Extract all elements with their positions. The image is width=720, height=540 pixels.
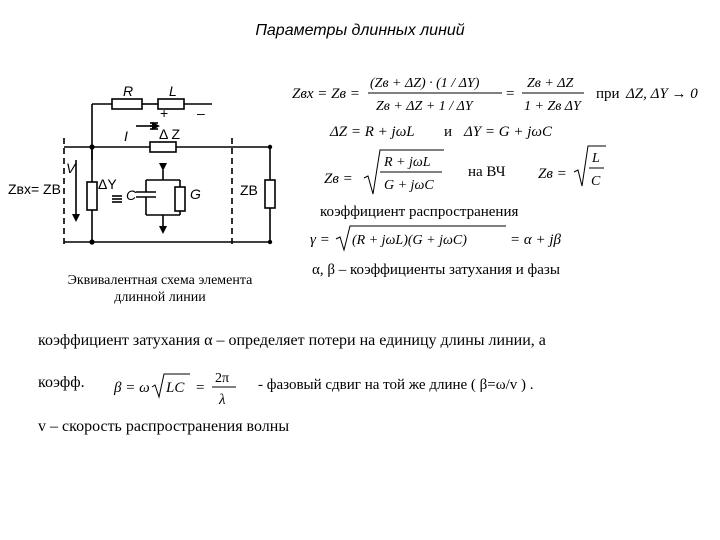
zb-denominator: G + jωC [384,178,434,193]
resistor-r [112,99,142,109]
beta-equals: = [196,380,205,396]
label-minus: – [197,105,205,121]
velocity-text: v – скорость распространения волны [38,418,290,435]
label-g: G [190,186,201,202]
limit-condition: ΔZ, ΔY → 0 [626,86,698,102]
equivalent-circuit-diagram [0,0,300,270]
beta-denominator: λ [219,392,226,408]
page-title: Параметры длинных линий [255,22,465,39]
formula-panel [280,60,720,290]
circuit-caption [40,272,280,306]
caption-line-2: длинной линии [114,290,206,305]
beta-formula [112,366,252,410]
alpha-beta-description: α, β – коэффициенты затухания и фазы [312,262,560,278]
delta-z-definition: ΔZ = R + jωL [330,124,415,140]
delta-z-element [150,142,176,152]
label-current: I [124,128,128,144]
attenuation-text: коэффициент затухания α – определяет потери на единицу длины линии, а [38,332,546,349]
label-plus: + [160,105,169,121]
propagation-label: коэффициент распространения [320,204,519,220]
label-r: R [123,83,134,99]
zin-numerator-1: (Zв + ΔZ) · (1 / ΔY) [370,76,480,91]
conductance-g [175,187,185,211]
gamma-radicand: (R + jωL)(G + jωC) [352,233,467,248]
label-delta-y: ΔY [98,176,117,192]
label-voltage: V [66,160,76,176]
beta-radicand: LC [166,380,185,396]
gamma-lhs: γ = [310,232,330,248]
delta-y-definition: ΔY = G + jωC [464,124,552,140]
zin-equals: = [506,86,515,102]
label-delta-z: Δ Z [159,126,181,142]
beta-lhs: β = ω [114,380,150,396]
gamma-rhs: = α + jβ [510,232,562,248]
caption-line-1: Эквивалентная схема элемента [67,273,253,288]
zb-hf-numerator: L [592,151,600,166]
label-zb-load: ZB [240,182,258,198]
zin-denominator-1: Zв + ΔZ + 1 / ΔY [376,99,473,114]
beta-numerator: 2π [215,371,230,386]
zb-numerator: R + jωL [384,155,431,170]
label-l: L [169,83,177,99]
pri-label: при [596,86,620,102]
koeff-label: коэфф. [38,374,85,391]
zin-denominator-2: 1 + Zв ΔY [524,99,581,114]
zb-lhs: Zв = [324,171,353,187]
and-label: и [444,124,453,140]
delta-y-element [87,182,97,210]
phase-text: - фазовый сдвиг на той же длине ( β=ω/v ) . [258,377,534,393]
label-input-impedance: Zвх= ZB [8,181,61,197]
label-c: C [126,187,137,203]
zin-numerator-2: Zв + ΔZ [527,76,574,91]
zb-hf-denominator: C [591,174,601,189]
hf-label: на ВЧ [468,164,506,180]
zb-hf-lhs: Zв = [538,166,567,182]
zin-lhs: Zвх = Zв = [292,86,360,102]
